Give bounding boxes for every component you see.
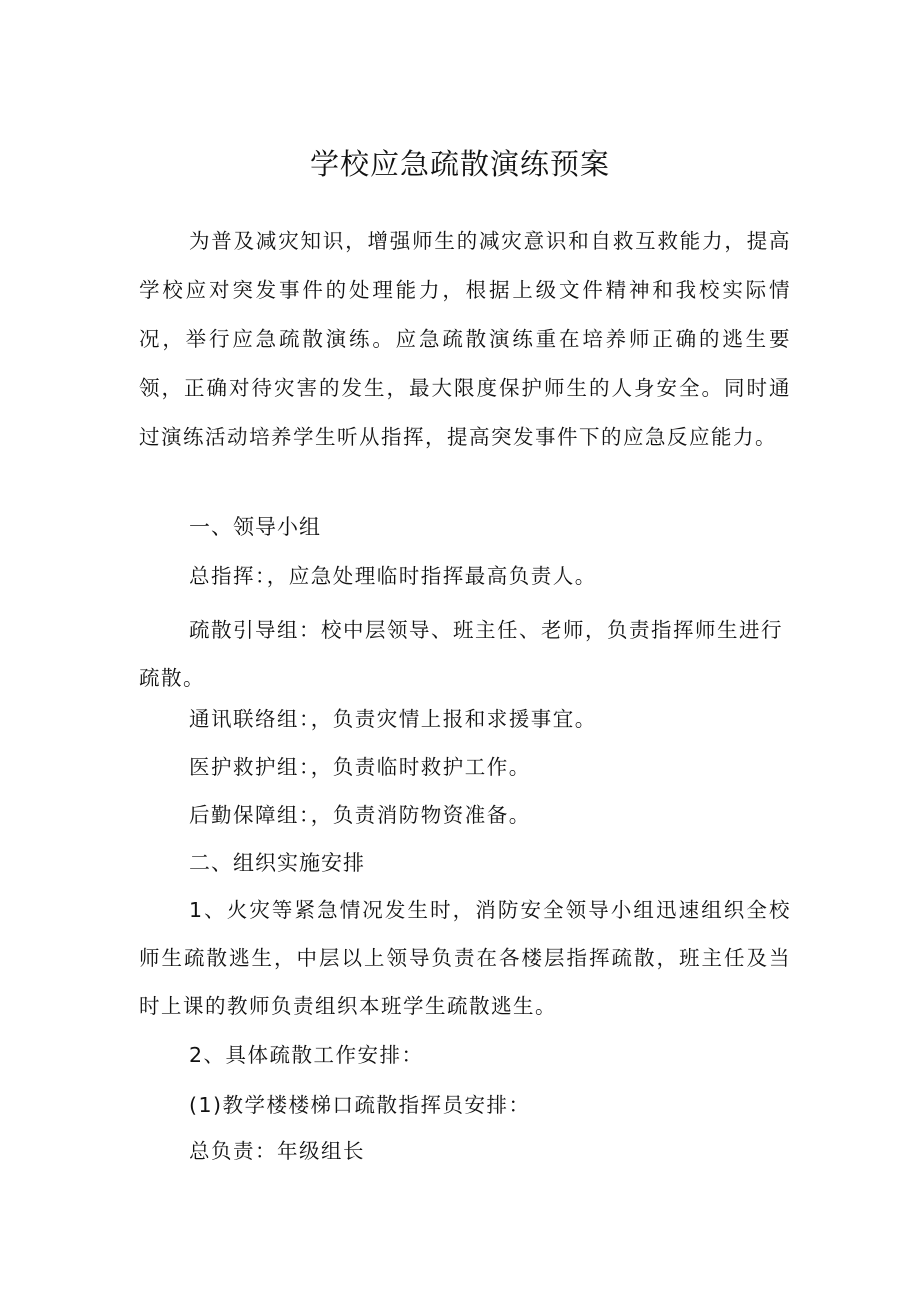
section-heading-leadership: 一、领导小组 [189, 515, 321, 539]
item2-line: 2、具体疏散工作安排： [189, 1043, 424, 1067]
intro-paragraph: 为普及减灾知识，增强师生的减灾意识和自救互救能力，提高学校应对突发事件的处理能力，根据上级文件精神和我校实际情况，举行应急疏散演练。应急疏散演练重在培养师正确的逃生要领，正确对待灾害的发生，最大限度保护师生的人身安全。同时通过演练活动培养学生听从指挥，提高突发事件下的应急反应能力。 [139, 229, 791, 449]
commander-line: 总指挥：，应急处理临时指挥最高负责人。 [189, 564, 597, 588]
comm-group-line: 通讯联络组：，负责灾情上报和求援事宜。 [189, 707, 597, 731]
medical-group-line: 医护救护组：，负责临时救护工作。 [189, 755, 531, 779]
section-heading-organization: 二、组织实施安排 [189, 851, 365, 875]
item1-paragraph: 1、火灾等紧急情况发生时，消防安全领导小组迅速组织全校师生疏散逃生，中层以上领导负责在各楼层指挥疏散，班主任及当时上课的教师负责组织本班学生疏散逃生。 [139, 898, 791, 1018]
item2-1-line: (1)教学楼楼梯口疏散指挥员安排： [189, 1093, 531, 1117]
guide-group-paragraph: 疏散引导组：校中层领导、班主任、老师，负责指挥师生进行疏散。 [139, 618, 783, 690]
logistics-group-line: 后勤保障组：，负责消防物资准备。 [189, 803, 531, 827]
item2-1-lead-line: 总负责：年级组长 [189, 1139, 365, 1163]
document-title: 学校应急疏散演练预案 [309, 147, 610, 181]
